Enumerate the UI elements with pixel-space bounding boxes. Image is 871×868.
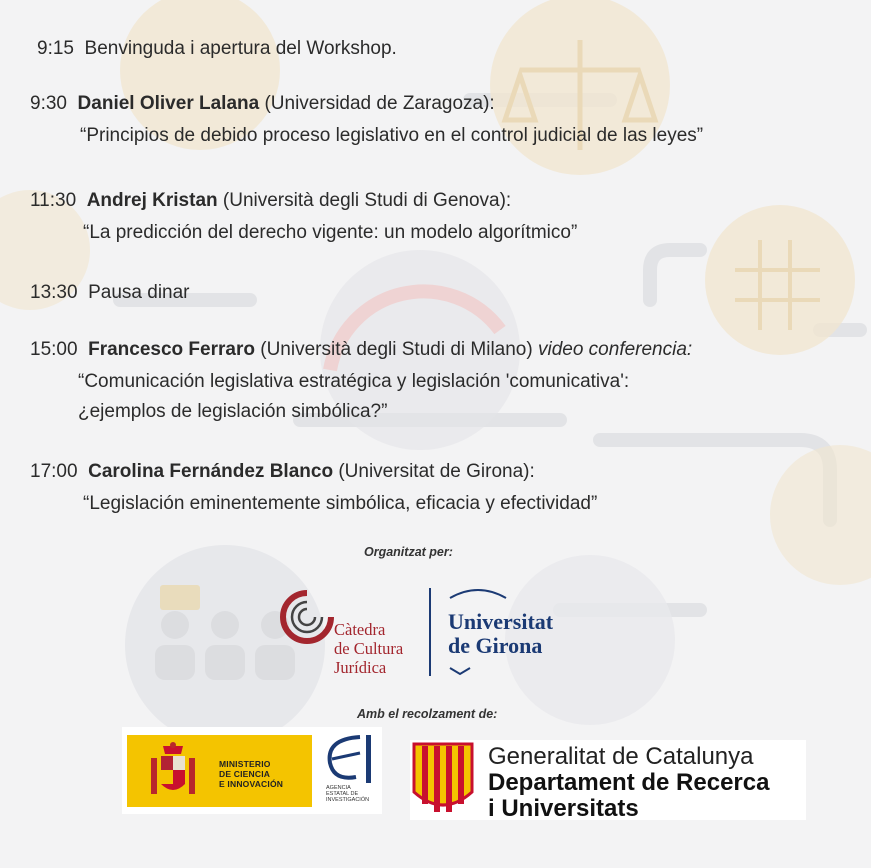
catedra-line-1: Càtedra: [334, 620, 386, 639]
talk-title-cont: ¿ejemplos de legislación simbólica?”: [78, 401, 388, 422]
schedule-item-3: [30, 281, 190, 305]
ministerio-line-3: E INNOVACIÓN: [219, 779, 284, 789]
speaker-note: video conferencia:: [537, 339, 693, 360]
support-heading: Amb el recolzament de:: [357, 707, 498, 721]
schedule-time: 9:30: [30, 93, 67, 114]
speaker-affiliation: (Università degli Studi di Genova):: [222, 190, 512, 211]
speaker-name: Daniel Oliver Lalana: [77, 93, 260, 114]
schedule-item-4: [30, 338, 692, 362]
generalitat-logo-box: [410, 740, 806, 820]
aei-logo: [320, 733, 378, 811]
speaker-affiliation: (Università degli Studi di Milano): [260, 339, 533, 360]
aei-line-3: INVESTIGACIÓN: [326, 797, 370, 803]
department-line-2: i Universitats: [488, 795, 639, 822]
schedule-item-2: [30, 189, 511, 213]
generalitat-name: Generalitat de Catalunya: [488, 743, 754, 770]
udg-bottom-icon: [448, 666, 472, 676]
ministerio-line-2: DE CIENCIA: [219, 769, 271, 779]
catedra-line-3: Jurídica: [334, 658, 387, 677]
speaker-name: Francesco Ferraro: [88, 339, 255, 360]
talk-title: “La predicción del derecho vigente: un modelo algorítmico”: [83, 222, 578, 243]
catedra-line-2: de Cultura: [334, 639, 404, 658]
speaker-affiliation: (Universidad de Zaragoza):: [264, 93, 495, 114]
schedule-time: 9:15: [37, 38, 74, 59]
ministerio-line-1: MINISTERIO: [219, 759, 271, 769]
catedra-logo: [278, 588, 428, 678]
schedule-time: 13:30: [30, 282, 78, 303]
schedule-item-0: [37, 37, 397, 61]
schedule-time: 11:30: [30, 190, 77, 211]
talk-title: “Principios de debido proceso legislativo en el control judicial de las leyes”: [80, 125, 704, 146]
udg-arc-icon: [448, 586, 508, 600]
udg-line-2: de Girona: [448, 633, 543, 658]
aei-e-icon: [320, 733, 376, 785]
senyera-icon: [412, 742, 474, 818]
aei-line-1: AGENCIA: [326, 785, 351, 791]
speaker-name: Andrej Kristan: [86, 190, 218, 211]
schedule-time: 15:00: [30, 339, 78, 360]
ministerio-yellow-panel: [127, 735, 312, 807]
schedule-text: Pausa dinar: [88, 282, 190, 303]
schedule-time: 17:00: [30, 461, 78, 482]
speaker-affiliation: (Universitat de Girona):: [338, 461, 535, 482]
organizers-heading: Organitzat per:: [364, 545, 453, 559]
schedule-item-1: [30, 92, 495, 116]
department-line-1: Departament de Recerca: [488, 769, 770, 796]
coat-of-arms-icon: [147, 740, 199, 802]
udg-line-1: Universitat: [448, 609, 554, 634]
schedule-text: Benvinguda i apertura del Workshop.: [84, 38, 397, 59]
schedule-item-5: [30, 460, 535, 484]
aei-line-2: ESTATAL DE: [326, 791, 359, 797]
speaker-name: Carolina Fernández Blanco: [88, 461, 334, 482]
logo-divider: [429, 588, 431, 676]
talk-title: “Comunicación legislativa estratégica y legislación 'comunicativa':: [78, 371, 630, 392]
talk-title: “Legislación eminentemente simbólica, eficacia y efectividad”: [83, 493, 598, 514]
spiral-icon: [278, 588, 336, 646]
ministerio-logo-box: [122, 727, 382, 814]
